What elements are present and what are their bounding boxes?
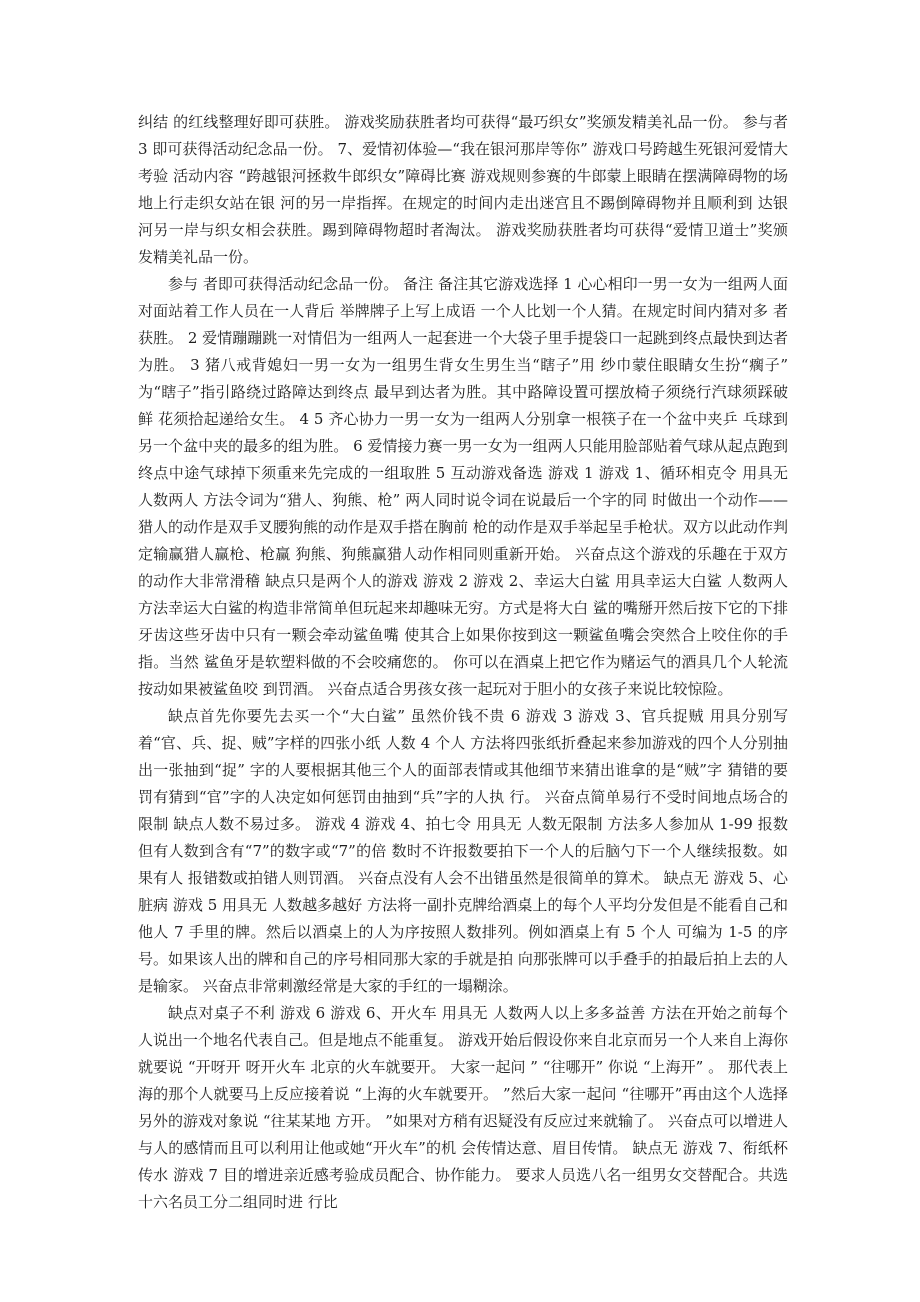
paragraph-3: 缺点首先你要先去买一个“大白鲨” 虽然价钱不贵 6 游戏 3 游戏 3、官兵捉贼 用具分别写着“官、兵、捉、贼”字样的四张小纸 人数 4 个人 方法将四张纸折叠起来参加游戏的四个人分别抽出一张抽到“捉” 字的人要根据其他三个人的面部表情或其他细节来猜出谁拿的是“贼”字 猜错的要罚有猜到“官”字的人决定如何惩罚由抽到“兵”字的人执 行。 兴奋点简单易行不受时间地点场合的限制 缺点人数不易过多。 游戏 4 游戏 4、拍七令 用具无 人数无限制 方法多人参加从 1-99 报数但有人数到含有“7”的数字或“7”的倍 数时不许报数要拍下一个人的后脑勺下一个人继续报数。如果有人 报错数或拍错人则罚酒。 兴奋点没有人会不出错虽然是很简单的算术。 缺点无 游戏 5、心脏病 游戏 5 用具无 人数越多越好 方法将一副扑克牌给酒桌上的每个人平均分发但是不能看自己和他人 7 手里的牌。然后以酒桌上的人为序按照人数排列。例如酒桌上有 5 个人 可编为 1-5 的序号。如果该人出的牌和自己的序号相同那大家的手就是拍 向那张牌可以手叠手的拍最后拍上去的人是输家。 兴奋点非常刺激经常是大家的手红的一塌糊涂。 (138, 707, 788, 995)
document-body (138, 109, 788, 1216)
paragraph-4: 缺点对桌子不利 游戏 6 游戏 6、开火车 用具无 人数两人以上多多益善 方法在开始之前每个人说出一个地名代表自己。但是地点不能重复。 游戏开始后假设你来自北京而另一个人来自上海你就要说 “开呀开 呀开火车 北京的火车就要开。 大家一起问 ” “往哪开” 你说 “上海开” 。 那代表上海的那个人就要马上反应接着说 “上海的火车就要开。 ”然后大家一起问 “往哪开”再由这个人选择另外的游戏对象说 “往某某地 方开。 ”如果对方稍有迟疑没有反应过来就输了。 兴奋点可以增进人与人的感情而且可以利用让他或她“开火车”的机 会传情达意、眉目传情。 缺点无 游戏 7、衔纸杯传水 游戏 7 目的增进亲近感考验成员配合、协作能力。 要求人员选八名一组男女交替配合。共选十六名员工分二组同时进 行比 (138, 1004, 788, 1211)
paragraph-2: 参与 者即可获得活动纪念品一份。 备注 备注其它游戏选择 1 心心相印一男一女为一组两人面对面站着工作人员在一人背后 举牌牌子上写上成语 一个人比划一个人猜。在规定时间内猜对多 者获胜。 2 爱情蹦蹦跳一对情侣为一组两人一起套进一个大袋子里手提袋口一起跳到终点最快到达者为胜。 3 猪八戒背媳妇一男一女为一组男生背女生男生当“瞎子”用 纱巾蒙住眼睛女生扮“瘸子” 为“瞎子”指引路绕过路障达到终点 最早到达者为胜。其中路障设置可摆放椅子须绕行汽球须踩破鲜 花须拾起递给女生。 4 5 齐心协力一男一女为一组两人分别拿一根筷子在一个盆中夹乒 乓球到另一个盆中夹的最多的组为胜。 6 爱情接力赛一男一女为一组两人只能用脸部贴着气球从起点跑到 终点中途气球掉下须重来先完成的一组取胜 5 互动游戏备选 游戏 1 游戏 1、循环相克令 用具无 人数两人 方法令词为“猎人、狗熊、枪” 两人同时说令词在说最后一个字的同 时做出一个动作——猎人的动作是双手叉腰狗熊的动作是双手搭在胸前 枪的动作是双手举起呈手枪状。双方以此动作判定输赢猎人赢枪、枪赢 狗熊、狗熊赢猎人动作相同则重新开始。 兴奋点这个游戏的乐趣在于双方的动作大非常滑稽 缺点只是两个人的游戏 游戏 2 游戏 2、幸运大白鲨 用具幸运大白鲨 人数两人 方法幸运大白鲨的构造非常简单但玩起来却趣味无穷。方式是将大白 鲨的嘴掰开然后按下它的下排牙齿这些牙齿中只有一颗会牵动鲨鱼嘴 使其合上如果你按到这一颗鲨鱼嘴会突然合上咬住你的手指。当然 鲨鱼牙是软塑料做的不会咬痛您的。 你可以在酒桌上把它作为赌运气的酒具几个人轮流按动如果被鲨鱼咬 到罚酒。 兴奋点适合男孩女孩一起玩对于胆小的女孩子来说比较惊险。 (138, 275, 788, 698)
paragraph-1: 纠结 的红线整理好即可获胜。 游戏奖励获胜者均可获得“最巧织女”奖颁发精美礼品一份。 参与者 3 即可获得活动纪念品一份。 7、爱情初体验—“我在银河那岸等你” 游戏口号跨越生死银河爱情大考验 活动内容 “跨越银河拯救牛郎织女”障碍比赛 游戏规则参赛的牛郎蒙上眼睛在摆满障碍物的场地上行走织女站在银 河的另一岸指挥。在规定的时间内走出迷宫且不踢倒障碍物并且顺利到 达银河另一岸与织女相会获胜。踢到障碍物超时者淘汰。 游戏奖励获胜者均可获得“爱情卫道士”奖颁发精美礼品一份。 (138, 113, 788, 266)
